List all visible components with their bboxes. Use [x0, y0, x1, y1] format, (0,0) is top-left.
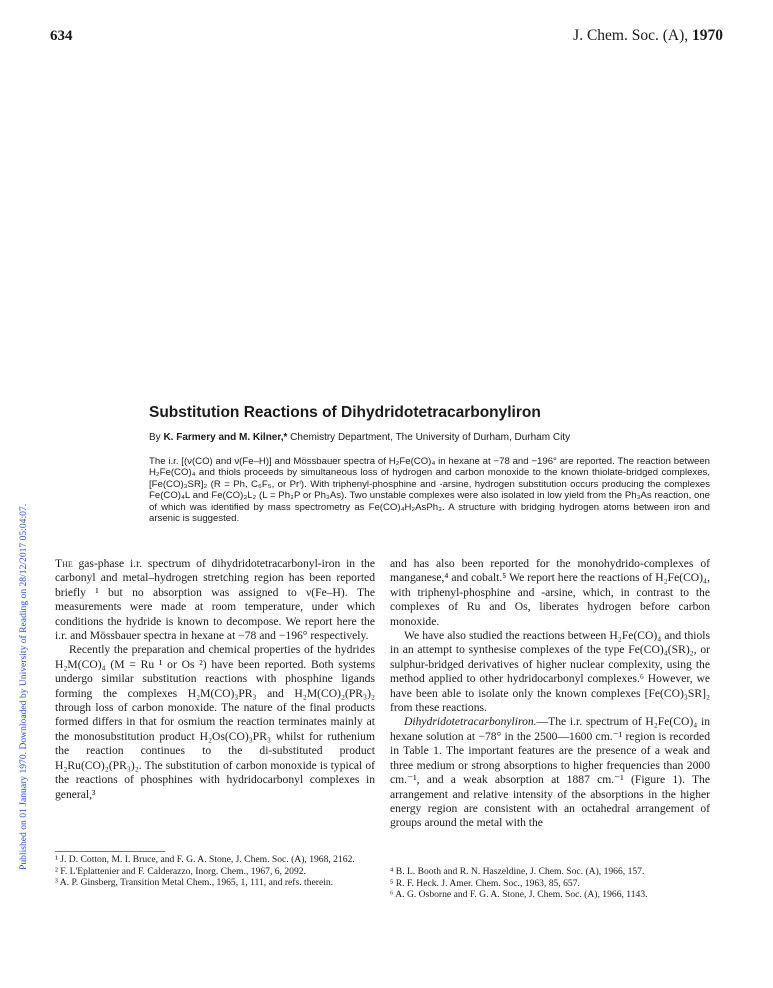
- footnote: ² F. L'Eplattenier and F. Calderazzo, Inorg. Chem., 1967, 6, 2092.: [55, 865, 306, 877]
- page-number: 634: [50, 28, 73, 44]
- dropcap-word: The: [55, 557, 73, 570]
- article-title: Substitution Reactions of Dihydridotetracarbonyliron: [149, 404, 541, 421]
- paragraph: We have also studied the reactions between H₂Fe(CO)₄ and thiols in an attempt to synthesise complexes of the type Fe(CO)₄(SR)₂, or sulphur-bridged derivatives of higher nuclear complexity, using the method applied to other hydridocarbonyl complexes.⁶ However, we have been able to isolate only the known complexes [Fe(CO)₃SR]₂ from these reactions.: [390, 629, 710, 715]
- paragraph-text: gas-phase i.r. spectrum of dihydridotetracarbonyl-iron in the carbonyl and metal–hydrogen stretching region has been reported briefly ¹ but no absorption was assigned to ν(Fe–H). The measurements were made at room temperature, under which conditions the hydride is known to decompose. We report here the i.r. and Mössbauer spectra in hexane at −78 and −196° respectively.: [55, 557, 375, 643]
- footnote: ⁵ R. F. Heck. J. Amer. Chem. Soc., 1963, 85, 657.: [390, 877, 580, 889]
- footnote: ⁶ A. G. Osborne and F. G. A. Stone, J. Chem. Soc. (A), 1966, 1143.: [390, 889, 648, 901]
- footnote: ³ A. P. Ginsberg, Transition Metal Chem., 1965, 1, 111, and refs. therein.: [55, 877, 334, 889]
- byline-prefix: By: [149, 432, 164, 443]
- download-notice: [4, 120, 29, 870]
- authors: K. Farmery and M. Kilner,*: [163, 432, 288, 443]
- footnote-rule: [55, 851, 165, 852]
- paragraph-continued: and has also been reported for the monohydrido-complexes of manganese,⁴ and cobalt.⁵ We report here the reactions of H₂Fe(CO)₄, with triphenyl-phosphine and -arsine, which, in contrast to the complexes of Ru and Os, liberates hydrogen before carbon monoxide.: [390, 557, 710, 628]
- journal-name: J. Chem. Soc. (A),: [573, 27, 692, 44]
- body-column-left: [55, 557, 375, 802]
- abstract: The i.r. [(ν(CO) and ν(Fe–H)] and Mössbauer spectra of H₂Fe(CO)₄ in hexane at −78 and −196° are reported. The reaction between H₂Fe(CO)₄ and thiols proceeds by simultaneous loss of hydrogen and carbon monoxide to the known thiolate-bridged complexes, [Fe(CO)₃SR]₂ (R = Ph, C₆F₅, or Prⁱ). With triphenyl-phosphine and -arsine, hydrogen substitution occurs producing the complexes Fe(CO)₄L and Fe(CO)₃L₂ (L = Ph₃P or Ph₃As). Two unstable complexes were also isolated in low yield from the Ph₃As reaction, one of which was identified by mass spectrometry as Fe(CO)₄H₂AsPh₃. A structure with bridging hydrogen atoms between iron and arsenic is suggested.: [149, 456, 710, 525]
- footnote: ⁴ B. L. Booth and R. N. Haszeldine, J. Chem. Soc. (A), 1966, 157.: [390, 866, 645, 877]
- body-column-right: [390, 557, 710, 831]
- journal-citation: [573, 27, 723, 45]
- paragraph: Recently the preparation and chemical properties of the hydrides H₂M(CO)₄ (M = Ru ¹ or Os ²) have been reported. Both systems undergo similar substitution reactions with phosphine ligands forming the complexes H₂M(CO)₃PR₃ and H₂M(CO)₂(PR₃)₂ through loss of carbon monoxide. The nature of the final products formed differs in that for osmium the reaction terminates mainly at the monosubstitution product H₂Os(CO)₃PR₃ whilst for ruthenium the reaction continues to the di-substituted product H₂Ru(CO)₂(PR₃)₂. The substitution of carbon monoxide is typical of the reactions of phosphines with hydridocarbonyl complexes in general,³: [55, 643, 375, 801]
- footnotes-left: [55, 855, 375, 890]
- paragraph-intro: [55, 557, 375, 643]
- paragraph-section: [390, 715, 710, 830]
- byline: [149, 432, 729, 443]
- download-notice-text: Published on 01 January 1970. Downloaded by University of Reading on 28/12/2017 05:04:07.: [18, 503, 29, 870]
- footnotes-right: [390, 867, 710, 902]
- section-heading: Dihydridotetracarbonyliron.: [404, 715, 537, 729]
- journal-year: 1970: [692, 27, 723, 44]
- affiliation: Chemistry Department, The University of Durham, Durham City: [290, 432, 571, 443]
- footnote: ¹ J. D. Cotton, M. I. Bruce, and F. G. A. Stone, J. Chem. Soc. (A), 1968, 2162.: [55, 854, 355, 865]
- paragraph-text: —The i.r. spectrum of H₂Fe(CO)₄ in hexane solution at −78° in the 2500—1600 cm.⁻¹ region is recorded in Table 1. The important features are the presence of a weak and three medium or strong absorptions to higher frequencies than 2000 cm.⁻¹, and a weak absorption at 1887 cm.⁻¹ (Figure 1). The arrangement and relative intensity of the absorptions in the higher energy region are consistent with an octahedral arrangement of groups around the metal with the: [390, 715, 710, 830]
